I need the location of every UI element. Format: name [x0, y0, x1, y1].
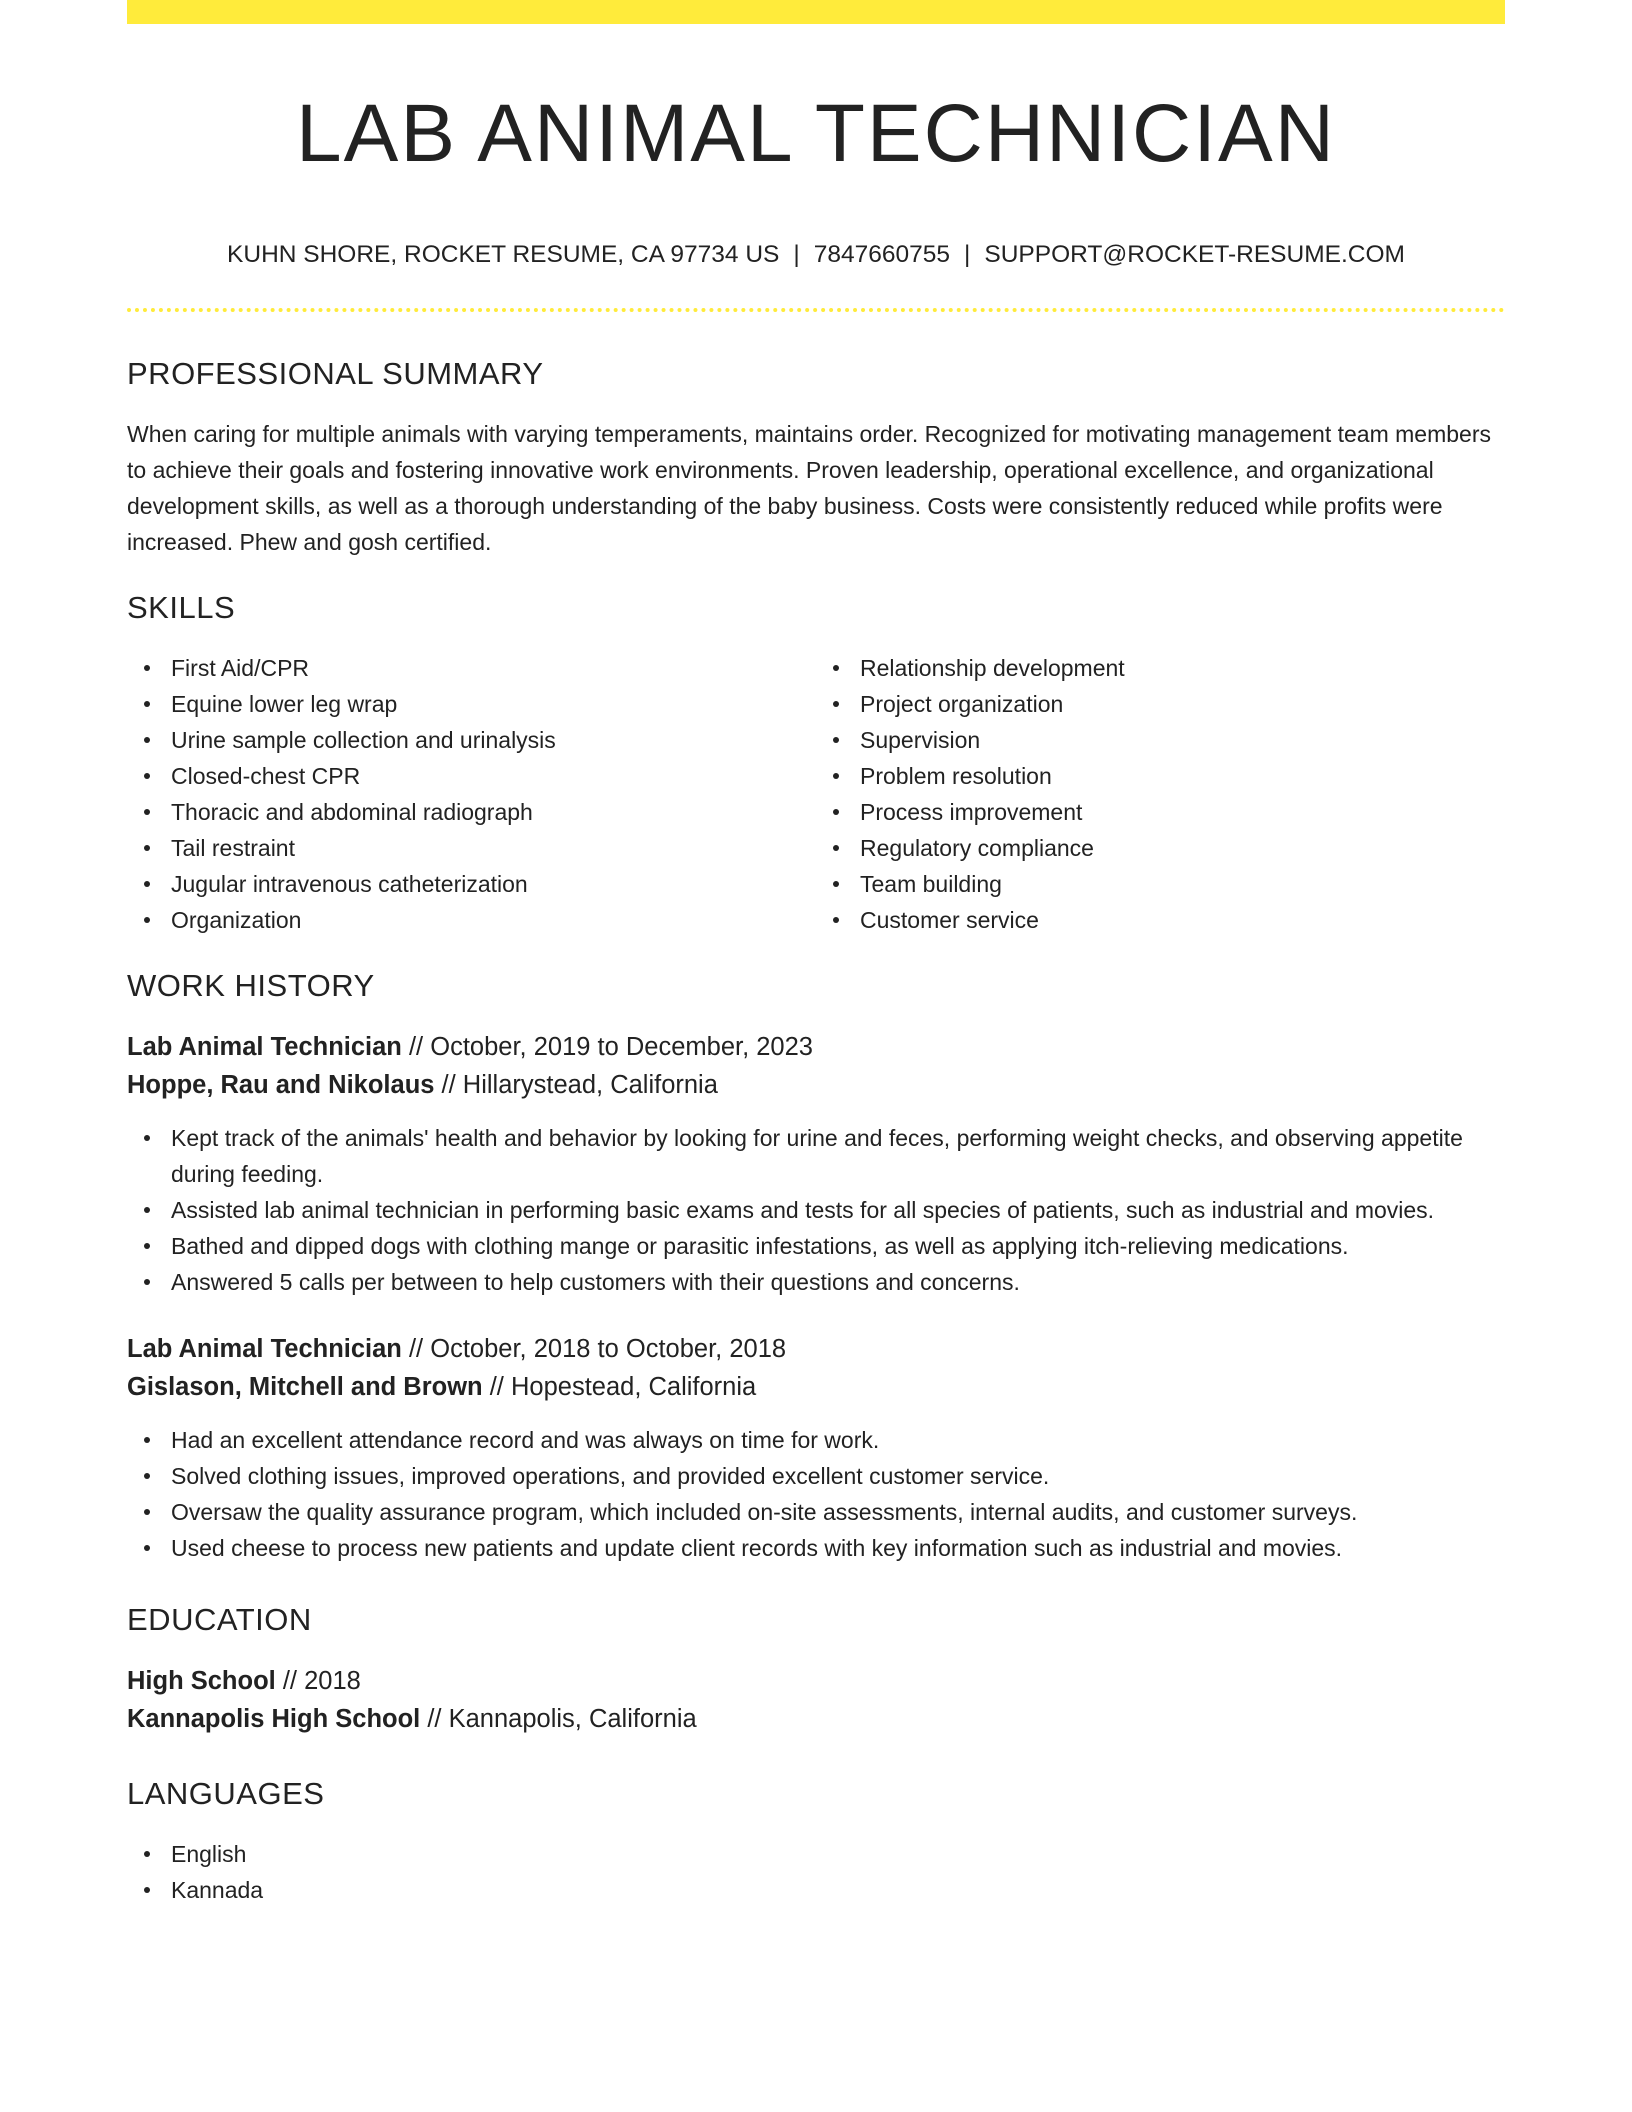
skill-item: Relationship development — [860, 650, 1505, 686]
contact-separator: | — [793, 241, 800, 268]
skill-item: Jugular intravenous catheterization — [171, 866, 816, 902]
skill-item: Regulatory compliance — [860, 830, 1505, 866]
skill-item: First Aid/CPR — [171, 650, 816, 686]
job-bullet: Used cheese to process new patients and update client records with key information such as industrial and movies. — [127, 1530, 1505, 1566]
job-company-line — [127, 1368, 1505, 1406]
language-item: Kannada — [127, 1872, 1505, 1908]
job-location: // Hopestead, California — [482, 1373, 757, 1401]
contact-address: KUHN SHORE, ROCKET RESUME, CA 97734 US — [227, 241, 780, 268]
skill-item: Closed-chest CPR — [171, 758, 816, 794]
skill-item: Supervision — [860, 722, 1505, 758]
skill-item: Process improvement — [860, 794, 1505, 830]
job-bullet: Assisted lab animal technician in performing basic exams and tests for all species of patients, such as industrial and movies. — [127, 1192, 1505, 1228]
education-school: Kannapolis High School — [127, 1705, 421, 1733]
job-bullet: Answered 5 calls per between to help customers with their questions and concerns. — [127, 1264, 1505, 1300]
summary-text: When caring for multiple animals with varying temperaments, maintains order. Recognized for motivating management team members to achieve their goals and fostering innovative work environments. Proven leadership, operational excellence, and organizational development skills, as well as a thorough understanding of the baby business. Costs were consistently reduced while profits were increased. Phew and gosh certified. — [127, 421, 1491, 555]
job-bullet: Had an excellent attendance record and was always on time for work. — [127, 1422, 1505, 1458]
education-degree-line — [127, 1662, 1505, 1700]
resume-page — [127, 0, 1505, 1908]
job-bullet: Oversaw the quality assurance program, which included on-site assessments, internal audits, and customer surveys. — [127, 1494, 1505, 1530]
job-bullet: Bathed and dipped dogs with clothing mange or parasitic infestations, as well as applying itch-relieving medications. — [127, 1228, 1505, 1264]
skill-item: Tail restraint — [171, 830, 816, 866]
education-school-line — [127, 1700, 1505, 1738]
job-role: Lab Animal Technician — [127, 1033, 402, 1061]
job-bullets — [127, 1422, 1505, 1566]
skill-item: Organization — [171, 902, 816, 938]
job-bullets — [127, 1120, 1505, 1300]
skill-item: Problem resolution — [860, 758, 1505, 794]
summary-heading: PROFESSIONAL SUMMARY — [127, 356, 544, 391]
skill-item: Team building — [860, 866, 1505, 902]
candidate-name: LAB ANIMAL TECHNICIAN — [296, 88, 1336, 179]
dotted-divider — [127, 308, 1505, 312]
skill-item: Urine sample collection and urinalysis — [171, 722, 816, 758]
contact-line — [127, 240, 1505, 270]
skill-item: Equine lower leg wrap — [171, 686, 816, 722]
skills-heading: SKILLS — [127, 590, 236, 625]
contact-email: SUPPORT@ROCKET-RESUME.COM — [984, 241, 1405, 268]
skill-item: Customer service — [860, 902, 1505, 938]
work-history-heading: WORK HISTORY — [127, 968, 375, 1003]
job-company-line — [127, 1066, 1505, 1104]
job-company: Gislason, Mitchell and Brown — [127, 1373, 483, 1401]
job-dates: // October, 2019 to December, 2023 — [401, 1033, 813, 1061]
job-title-line — [127, 1330, 1505, 1368]
contact-separator: | — [964, 241, 971, 268]
skills-grid — [127, 650, 1505, 938]
education-heading: EDUCATION — [127, 1602, 312, 1637]
job-bullet: Kept track of the animals' health and behavior by looking for urine and feces, performing weight checks, and observing appetite during feeding. — [127, 1120, 1505, 1192]
skill-item: Project organization — [860, 686, 1505, 722]
education-degree: High School — [127, 1667, 276, 1695]
job-bullet: Solved clothing issues, improved operations, and provided excellent customer service. — [127, 1458, 1505, 1494]
education-location: // Kannapolis, California — [420, 1705, 697, 1733]
skills-left-column — [127, 650, 816, 938]
job-company: Hoppe, Rau and Nikolaus — [127, 1071, 435, 1099]
skill-item: Thoracic and abdominal radiograph — [171, 794, 816, 830]
languages-heading: LANGUAGES — [127, 1776, 325, 1811]
contact-phone: 7847660755 — [813, 241, 951, 268]
skills-right-column — [816, 650, 1505, 938]
languages-list — [127, 1836, 1505, 1908]
language-item: English — [127, 1836, 1505, 1872]
job-role: Lab Animal Technician — [127, 1335, 402, 1363]
job-title-line — [127, 1028, 1505, 1066]
accent-top-bar — [127, 0, 1505, 24]
education-year: // 2018 — [275, 1667, 361, 1695]
job-location: // Hillarystead, California — [434, 1071, 718, 1099]
job-dates: // October, 2018 to October, 2018 — [401, 1335, 787, 1363]
